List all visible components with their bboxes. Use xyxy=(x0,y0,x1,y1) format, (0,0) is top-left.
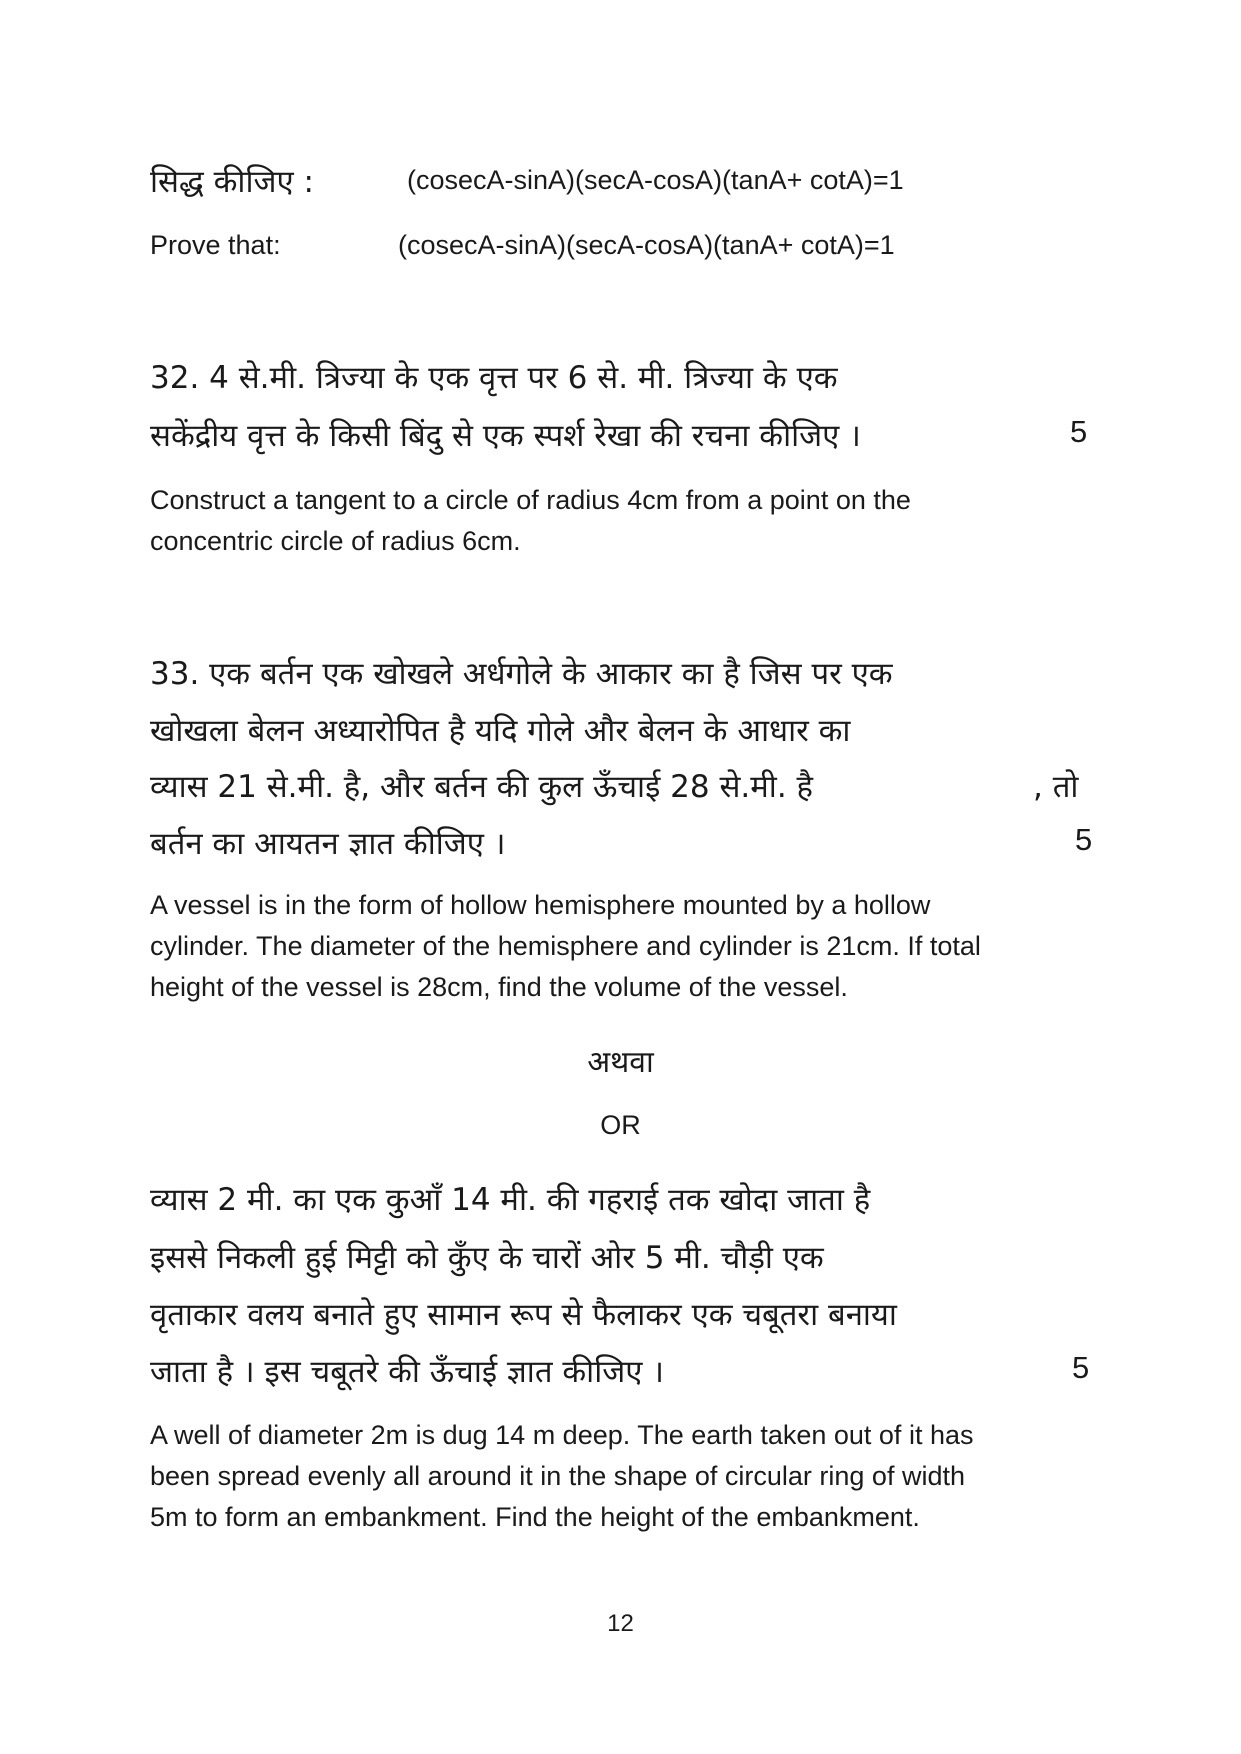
q33-alt-hindi-line: व्यास 2 मी. का एक कुआँ 14 मी. की गहराई तक खोदा जाता है xyxy=(150,1182,871,1218)
q33-hindi-comma-to: , तो xyxy=(1033,769,1079,805)
q33-alt-marks: 5 xyxy=(1072,1350,1090,1385)
q33-english-line: A vessel is in the form of hollow hemisphere mounted by a hollow xyxy=(150,890,931,920)
q33-alt-english-line: been spread evenly all around it in the shape of circular ring of width xyxy=(150,1461,965,1491)
q32-hindi-line: सकेंद्रीय वृत्त के किसी बिंदु से एक स्पर्श रेखा की रचना कीजिए । xyxy=(150,418,861,454)
prove-english-label: Prove that: xyxy=(150,230,281,260)
prove-hindi-label: सिद्ध कीजिए : xyxy=(150,164,314,200)
q33-alt-hindi-line: वृताकार वलय बनाते हुए सामान रूप से फैलाकर एक चबूतरा बनाया xyxy=(150,1297,897,1333)
q33-alt-english-line: A well of diameter 2m is dug 14 m deep. The earth taken out of it has xyxy=(150,1420,974,1450)
or-hindi: अथवा xyxy=(587,1045,654,1080)
q33-hindi-line: 33. एक बर्तन एक खोखले अर्धगोले के आकार का है जिस पर एक xyxy=(150,656,893,692)
prove-english-expression: (cosecA-sinA)(secA-cosA)(tanA+ cotA)=1 xyxy=(398,230,895,260)
q33-alt-hindi-line: इससे निकली हुई मिट्टी को कुँए के चारों ओर 5 मी. चौड़ी एक xyxy=(150,1240,824,1276)
q33-english-line: height of the vessel is 28cm, find the volume of the vessel. xyxy=(150,972,848,1002)
q33-hindi-line: व्यास 21 से.मी. है, और बर्तन की कुल ऊँचाई 28 से.मी. है xyxy=(150,769,813,805)
q33-hindi-line: बर्तन का आयतन ज्ञात कीजिए । xyxy=(150,826,506,862)
q32-english-line: Construct a tangent to a circle of radius 4cm from a point on the xyxy=(150,485,911,515)
page-number: 12 xyxy=(607,1610,634,1637)
q33-english-line: cylinder. The diameter of the hemisphere and cylinder is 21cm. If total xyxy=(150,931,981,961)
q32-hindi-line: 32. 4 से.मी. त्रिज्या के एक वृत्त पर 6 से. मी. त्रिज्या के एक xyxy=(150,360,838,396)
q33-marks: 5 xyxy=(1075,822,1093,857)
q32-marks: 5 xyxy=(1070,414,1088,449)
q33-hindi-line: खोखला बेलन अध्यारोपित है यदि गोले और बेलन के आधार का xyxy=(150,713,851,749)
prove-hindi-expression: (cosecA-sinA)(secA-cosA)(tanA+ cotA)=1 xyxy=(407,165,904,195)
q32-english-line: concentric circle of radius 6cm. xyxy=(150,526,521,556)
q33-alt-english-line: 5m to form an embankment. Find the height of the embankment. xyxy=(150,1502,920,1532)
q33-alt-hindi-line: जाता है । इस चबूतरे की ऊँचाई ज्ञात कीजिए । xyxy=(150,1354,664,1390)
or-english: OR xyxy=(600,1110,641,1140)
